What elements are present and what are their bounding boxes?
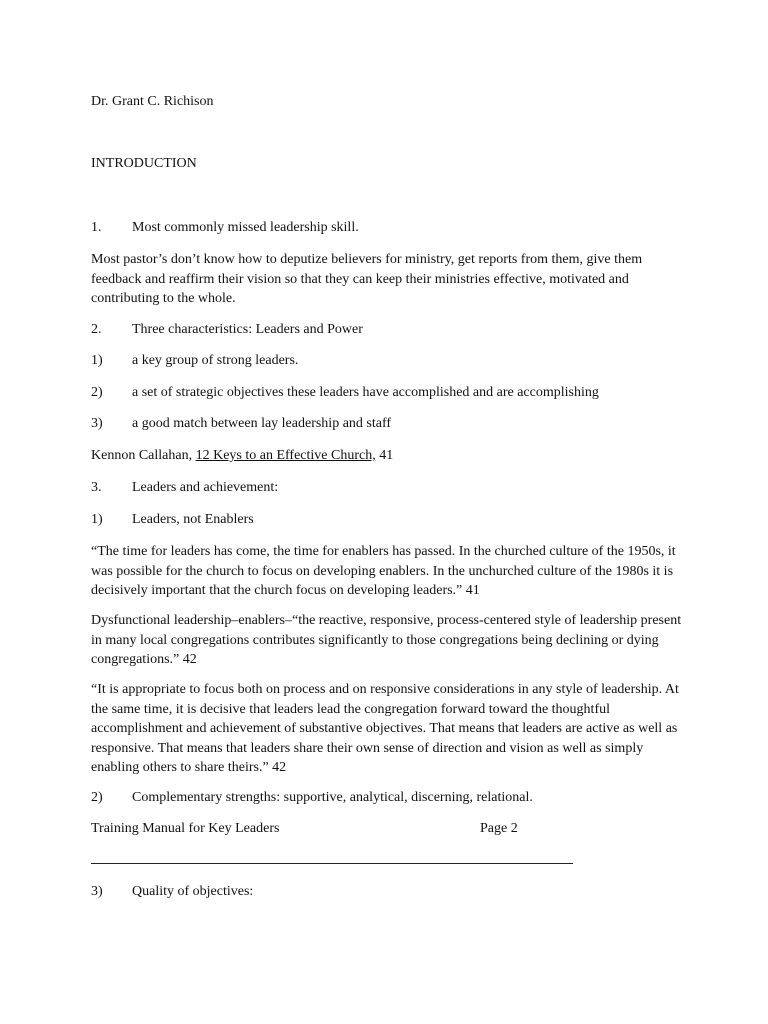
list-item-1-number: 1) xyxy=(91,353,103,368)
quote-3: “It is appropriate to focus both on process and on responsive considerations in any style of leadership. At the same time, it is decisive that leaders lead the congregation forward toward the thoughtful accomplishment and achievement of substantive objectives. That means that leaders are active as well as responsive. That means that leaders share their own sense of direction and vision as well as simply enabling others to share theirs.” 42 xyxy=(91,682,679,775)
footer-divider xyxy=(91,863,573,864)
point-3-text: Leaders and achievement: xyxy=(132,480,279,495)
sub-item-2-number: 2) xyxy=(91,790,103,805)
list-item-2 xyxy=(91,385,599,401)
list-item-3-number: 3) xyxy=(91,416,103,431)
point-3 xyxy=(91,480,278,496)
point-2-text: Three characteristics: Leaders and Power xyxy=(132,322,363,337)
footer-title: Training Manual for Key Leaders xyxy=(91,821,280,836)
author-name: Dr. Grant C. Richison xyxy=(91,94,214,109)
sub-item-2 xyxy=(91,790,533,806)
citation-title: 12 Keys to an Effective Church, xyxy=(195,448,376,463)
list-item-1 xyxy=(91,353,298,369)
sub-item-1 xyxy=(91,512,254,528)
sub-item-3-text: Quality of objectives: xyxy=(132,884,254,899)
footer-page-number: Page 2 xyxy=(480,821,518,836)
list-item-2-text: a set of strategic objectives these leaders have accomplished and are accomplishing xyxy=(132,385,599,400)
quote-2: Dysfunctional leadership–enablers–“the reactive, responsive, process-centered style of leadership present in many local congregations contributes significantly to those congregations being declining or dying congregations.” 42 xyxy=(91,613,682,667)
list-item-3 xyxy=(91,416,391,432)
point-1-text: Most commonly missed leadership skill. xyxy=(132,220,359,235)
list-item-1-text: a key group of strong leaders. xyxy=(132,353,299,368)
sub-item-3 xyxy=(91,884,253,900)
citation-author: Kennon Callahan, xyxy=(91,448,196,463)
citation xyxy=(91,448,393,464)
quote-1: “The time for leaders has come, the time for enablers has passed. In the churched culture of the 1950s, it was possible for the church to focus on developing enablers. In the unchurched culture of the 1980s it is decisively important that the church focus on developing leaders.” 41 xyxy=(91,544,676,598)
sub-item-1-number: 1) xyxy=(91,512,103,527)
sub-item-1-text: Leaders, not Enablers xyxy=(132,512,254,527)
sub-item-3-number: 3) xyxy=(91,884,103,899)
sub-item-2-text: Complementary strengths: supportive, analytical, discerning, relational. xyxy=(132,790,533,805)
point-2-number: 2. xyxy=(91,322,102,337)
point-3-number: 3. xyxy=(91,480,102,495)
paragraph-1: Most pastor’s don’t know how to deputize believers for ministry, get reports from them, give them feedback and reaffirm their vision so that they can keep their ministries effective, motivated and contributing to the whole. xyxy=(91,252,643,306)
point-1 xyxy=(91,220,359,236)
point-2 xyxy=(91,322,363,338)
point-1-number: 1. xyxy=(91,220,102,235)
list-item-2-number: 2) xyxy=(91,385,103,400)
list-item-3-text: a good match between lay leadership and staff xyxy=(132,416,392,431)
section-heading: INTRODUCTION xyxy=(91,156,197,171)
citation-page: 41 xyxy=(375,448,394,463)
